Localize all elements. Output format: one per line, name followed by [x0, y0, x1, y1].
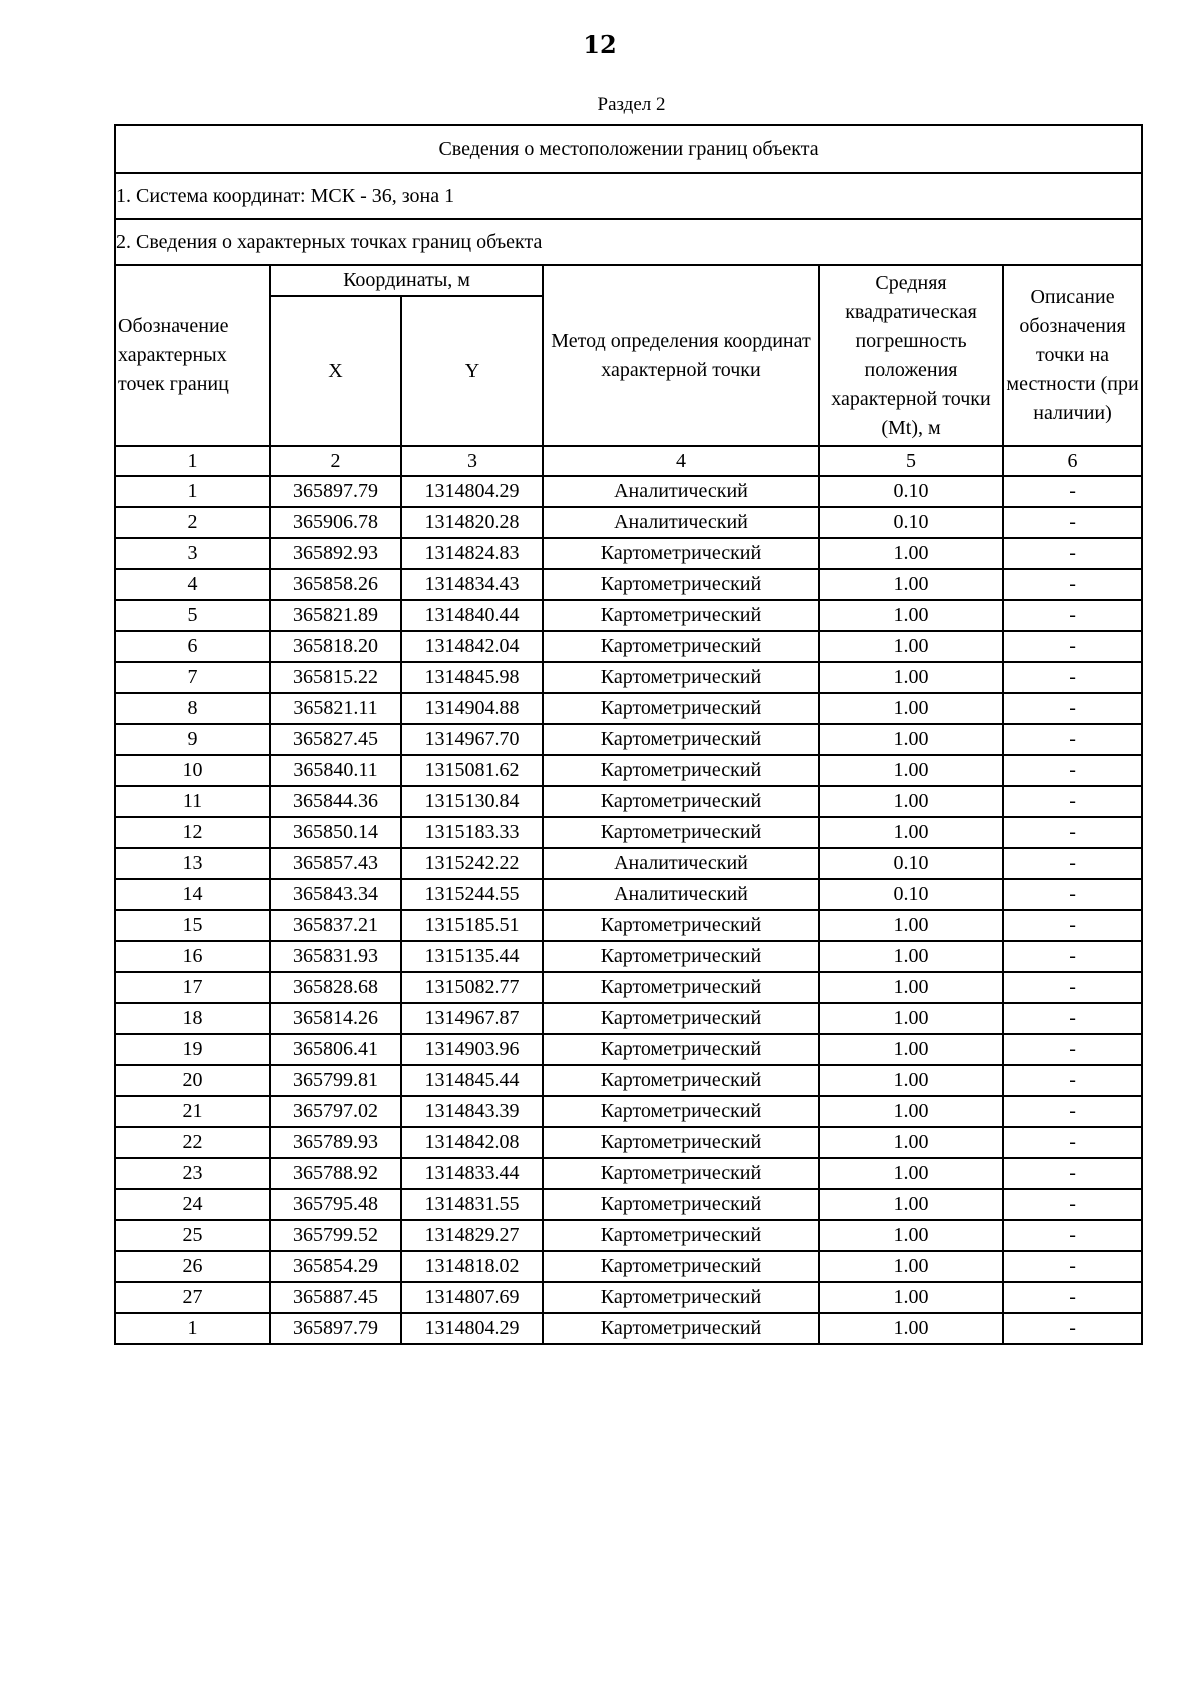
accuracy-cell: 1.00	[819, 1313, 1003, 1344]
y-coordinate-cell: 1314904.88	[401, 693, 543, 724]
point-number-cell: 9	[115, 724, 270, 755]
y-coordinate-cell: 1315183.33	[401, 817, 543, 848]
y-coordinate-cell: 1315082.77	[401, 972, 543, 1003]
x-coordinate-cell: 365821.11	[270, 693, 401, 724]
accuracy-cell: 1.00	[819, 941, 1003, 972]
accuracy-cell: 1.00	[819, 600, 1003, 631]
point-number-cell: 3	[115, 538, 270, 569]
point-number-cell: 2	[115, 507, 270, 538]
point-number-cell: 6	[115, 631, 270, 662]
points-heading: 2. Сведения о характерных точках границ объекта	[115, 219, 1142, 265]
y-coordinate-cell: 1314804.29	[401, 476, 543, 507]
point-number-cell: 1	[115, 476, 270, 507]
y-coordinate-cell: 1315130.84	[401, 786, 543, 817]
description-cell: -	[1003, 662, 1142, 693]
header-coordinates: Координаты, м	[270, 265, 543, 296]
point-number-cell: 13	[115, 848, 270, 879]
accuracy-cell: 1.00	[819, 1065, 1003, 1096]
accuracy-cell: 1.00	[819, 662, 1003, 693]
accuracy-cell: 1.00	[819, 631, 1003, 662]
table-row	[115, 662, 1142, 693]
point-number-cell: 22	[115, 1127, 270, 1158]
accuracy-cell: 1.00	[819, 786, 1003, 817]
method-cell: Картометрический	[543, 1313, 819, 1344]
method-cell: Картометрический	[543, 941, 819, 972]
table-row	[115, 1034, 1142, 1065]
point-number-cell: 7	[115, 662, 270, 693]
y-coordinate-cell: 1315244.55	[401, 879, 543, 910]
method-cell: Картометрический	[543, 600, 819, 631]
description-cell: -	[1003, 972, 1142, 1003]
y-coordinate-cell: 1315081.62	[401, 755, 543, 786]
accuracy-cell: 1.00	[819, 910, 1003, 941]
table-row	[115, 1127, 1142, 1158]
method-cell: Картометрический	[543, 631, 819, 662]
accuracy-cell: 1.00	[819, 1282, 1003, 1313]
point-number-cell: 8	[115, 693, 270, 724]
method-cell: Картометрический	[543, 569, 819, 600]
accuracy-cell: 0.10	[819, 879, 1003, 910]
x-coordinate-cell: 365840.11	[270, 755, 401, 786]
point-number-cell: 15	[115, 910, 270, 941]
table-row	[115, 507, 1142, 538]
accuracy-cell: 1.00	[819, 1189, 1003, 1220]
description-cell: -	[1003, 755, 1142, 786]
table-row	[115, 1220, 1142, 1251]
y-coordinate-cell: 1314833.44	[401, 1158, 543, 1189]
header-description: Описание обозначения точки на местности (при наличии)	[1003, 265, 1142, 446]
table-row	[115, 1189, 1142, 1220]
x-coordinate-cell: 365806.41	[270, 1034, 401, 1065]
point-number-cell: 25	[115, 1220, 270, 1251]
accuracy-cell: 1.00	[819, 693, 1003, 724]
description-cell: -	[1003, 941, 1142, 972]
description-cell: -	[1003, 1220, 1142, 1251]
table-row	[115, 1003, 1142, 1034]
x-coordinate-cell: 365799.52	[270, 1220, 401, 1251]
table-row	[115, 972, 1142, 1003]
accuracy-cell: 0.10	[819, 507, 1003, 538]
y-coordinate-cell: 1314903.96	[401, 1034, 543, 1065]
header-accuracy: Средняя квадратическая погрешность положения характерной точки (Mt), м	[819, 265, 1003, 446]
x-coordinate-cell: 365788.92	[270, 1158, 401, 1189]
point-number-cell: 24	[115, 1189, 270, 1220]
table-row	[115, 538, 1142, 569]
accuracy-cell: 1.00	[819, 1003, 1003, 1034]
description-cell: -	[1003, 1096, 1142, 1127]
header-point-designation: Обозначение характерных точек границ	[115, 265, 270, 446]
y-coordinate-cell: 1314967.87	[401, 1003, 543, 1034]
column-number: 4	[543, 446, 819, 476]
method-cell: Аналитический	[543, 476, 819, 507]
x-coordinate-cell: 365795.48	[270, 1189, 401, 1220]
description-cell: -	[1003, 1034, 1142, 1065]
accuracy-cell: 1.00	[819, 1220, 1003, 1251]
table-row	[115, 848, 1142, 879]
y-coordinate-cell: 1314967.70	[401, 724, 543, 755]
point-number-cell: 5	[115, 600, 270, 631]
x-coordinate-cell: 365897.79	[270, 1313, 401, 1344]
header-x: X	[270, 296, 401, 446]
point-number-cell: 14	[115, 879, 270, 910]
x-coordinate-cell: 365827.45	[270, 724, 401, 755]
y-coordinate-cell: 1315135.44	[401, 941, 543, 972]
table-row	[115, 724, 1142, 755]
y-coordinate-cell: 1314845.98	[401, 662, 543, 693]
x-coordinate-cell: 365828.68	[270, 972, 401, 1003]
x-coordinate-cell: 365821.89	[270, 600, 401, 631]
column-number: 1	[115, 446, 270, 476]
y-coordinate-cell: 1314834.43	[401, 569, 543, 600]
column-number: 3	[401, 446, 543, 476]
point-number-cell: 1	[115, 1313, 270, 1344]
x-coordinate-cell: 365850.14	[270, 817, 401, 848]
table-row	[115, 476, 1142, 507]
table-row	[115, 1251, 1142, 1282]
method-cell: Картометрический	[543, 693, 819, 724]
description-cell: -	[1003, 1282, 1142, 1313]
y-coordinate-cell: 1314843.39	[401, 1096, 543, 1127]
point-number-cell: 11	[115, 786, 270, 817]
point-number-cell: 12	[115, 817, 270, 848]
method-cell: Картометрический	[543, 1158, 819, 1189]
x-coordinate-cell: 365789.93	[270, 1127, 401, 1158]
point-number-cell: 26	[115, 1251, 270, 1282]
y-coordinate-cell: 1314824.83	[401, 538, 543, 569]
description-cell: -	[1003, 817, 1142, 848]
x-coordinate-cell: 365906.78	[270, 507, 401, 538]
point-number-cell: 23	[115, 1158, 270, 1189]
table-row	[115, 817, 1142, 848]
x-coordinate-cell: 365797.02	[270, 1096, 401, 1127]
point-number-cell: 4	[115, 569, 270, 600]
y-coordinate-cell: 1314829.27	[401, 1220, 543, 1251]
method-cell: Картометрический	[543, 817, 819, 848]
description-cell: -	[1003, 507, 1142, 538]
x-coordinate-cell: 365837.21	[270, 910, 401, 941]
description-cell: -	[1003, 476, 1142, 507]
description-cell: -	[1003, 569, 1142, 600]
column-number: 5	[819, 446, 1003, 476]
table-row	[115, 1313, 1142, 1344]
table-row	[115, 941, 1142, 972]
accuracy-cell: 1.00	[819, 755, 1003, 786]
y-coordinate-cell: 1314818.02	[401, 1251, 543, 1282]
description-cell: -	[1003, 1189, 1142, 1220]
method-cell: Аналитический	[543, 507, 819, 538]
method-cell: Картометрический	[543, 910, 819, 941]
table-row	[115, 879, 1142, 910]
coordinate-system: 1. Система координат: МСК - 36, зона 1	[115, 173, 1142, 219]
column-number-row	[115, 446, 1142, 476]
y-coordinate-cell: 1314804.29	[401, 1313, 543, 1344]
y-coordinate-cell: 1314831.55	[401, 1189, 543, 1220]
method-cell: Картометрический	[543, 1034, 819, 1065]
accuracy-cell: 1.00	[819, 972, 1003, 1003]
table-row	[115, 910, 1142, 941]
description-cell: -	[1003, 1313, 1142, 1344]
x-coordinate-cell: 365854.29	[270, 1251, 401, 1282]
x-coordinate-cell: 365815.22	[270, 662, 401, 693]
table-row	[115, 693, 1142, 724]
accuracy-cell: 1.00	[819, 1158, 1003, 1189]
method-cell: Картометрический	[543, 1065, 819, 1096]
method-cell: Аналитический	[543, 848, 819, 879]
description-cell: -	[1003, 1158, 1142, 1189]
x-coordinate-cell: 365858.26	[270, 569, 401, 600]
x-coordinate-cell: 365844.36	[270, 786, 401, 817]
method-cell: Картометрический	[543, 786, 819, 817]
method-cell: Картометрический	[543, 755, 819, 786]
accuracy-cell: 1.00	[819, 1096, 1003, 1127]
boundary-points-table	[114, 124, 1143, 1345]
description-cell: -	[1003, 910, 1142, 941]
column-number: 2	[270, 446, 401, 476]
description-cell: -	[1003, 693, 1142, 724]
method-cell: Картометрический	[543, 662, 819, 693]
point-number-cell: 21	[115, 1096, 270, 1127]
description-cell: -	[1003, 538, 1142, 569]
method-cell: Аналитический	[543, 879, 819, 910]
x-coordinate-cell: 365843.34	[270, 879, 401, 910]
description-cell: -	[1003, 1127, 1142, 1158]
table-row	[115, 1096, 1142, 1127]
y-coordinate-cell: 1315242.22	[401, 848, 543, 879]
description-cell: -	[1003, 848, 1142, 879]
table-row	[115, 1065, 1142, 1096]
header-method: Метод определения координат характерной точки	[543, 265, 819, 446]
accuracy-cell: 1.00	[819, 1127, 1003, 1158]
table-row	[115, 631, 1142, 662]
method-cell: Картометрический	[543, 1220, 819, 1251]
x-coordinate-cell: 365799.81	[270, 1065, 401, 1096]
method-cell: Картометрический	[543, 1189, 819, 1220]
x-coordinate-cell: 365818.20	[270, 631, 401, 662]
x-coordinate-cell: 365857.43	[270, 848, 401, 879]
accuracy-cell: 1.00	[819, 817, 1003, 848]
description-cell: -	[1003, 1003, 1142, 1034]
method-cell: Картометрический	[543, 1096, 819, 1127]
header-y: Y	[401, 296, 543, 446]
y-coordinate-cell: 1314820.28	[401, 507, 543, 538]
y-coordinate-cell: 1314845.44	[401, 1065, 543, 1096]
accuracy-cell: 0.10	[819, 476, 1003, 507]
accuracy-cell: 1.00	[819, 538, 1003, 569]
point-number-cell: 27	[115, 1282, 270, 1313]
description-cell: -	[1003, 786, 1142, 817]
point-number-cell: 19	[115, 1034, 270, 1065]
table-row	[115, 786, 1142, 817]
description-cell: -	[1003, 631, 1142, 662]
table-title: Сведения о местоположении границ объекта	[115, 125, 1142, 173]
description-cell: -	[1003, 1065, 1142, 1096]
accuracy-cell: 1.00	[819, 724, 1003, 755]
table-row	[115, 1282, 1142, 1313]
accuracy-cell: 1.00	[819, 569, 1003, 600]
x-coordinate-cell: 365814.26	[270, 1003, 401, 1034]
y-coordinate-cell: 1314840.44	[401, 600, 543, 631]
point-number-cell: 18	[115, 1003, 270, 1034]
method-cell: Картометрический	[543, 1127, 819, 1158]
table-row	[115, 569, 1142, 600]
accuracy-cell: 1.00	[819, 1251, 1003, 1282]
x-coordinate-cell: 365892.93	[270, 538, 401, 569]
accuracy-cell: 0.10	[819, 848, 1003, 879]
page-number: 12	[583, 30, 617, 59]
method-cell: Картометрический	[543, 538, 819, 569]
y-coordinate-cell: 1314842.04	[401, 631, 543, 662]
x-coordinate-cell: 365887.45	[270, 1282, 401, 1313]
method-cell: Картометрический	[543, 1003, 819, 1034]
description-cell: -	[1003, 600, 1142, 631]
point-number-cell: 17	[115, 972, 270, 1003]
y-coordinate-cell: 1314807.69	[401, 1282, 543, 1313]
accuracy-cell: 1.00	[819, 1034, 1003, 1065]
description-cell: -	[1003, 1251, 1142, 1282]
method-cell: Картометрический	[543, 724, 819, 755]
column-number: 6	[1003, 446, 1142, 476]
table-row	[115, 600, 1142, 631]
description-cell: -	[1003, 724, 1142, 755]
method-cell: Картометрический	[543, 1282, 819, 1313]
description-cell: -	[1003, 879, 1142, 910]
point-number-cell: 16	[115, 941, 270, 972]
y-coordinate-cell: 1314842.08	[401, 1127, 543, 1158]
point-number-cell: 20	[115, 1065, 270, 1096]
x-coordinate-cell: 365897.79	[270, 476, 401, 507]
table-row	[115, 1158, 1142, 1189]
table-row	[115, 755, 1142, 786]
y-coordinate-cell: 1315185.51	[401, 910, 543, 941]
section-label: Раздел 2	[597, 94, 666, 115]
x-coordinate-cell: 365831.93	[270, 941, 401, 972]
method-cell: Картометрический	[543, 1251, 819, 1282]
method-cell: Картометрический	[543, 972, 819, 1003]
point-number-cell: 10	[115, 755, 270, 786]
